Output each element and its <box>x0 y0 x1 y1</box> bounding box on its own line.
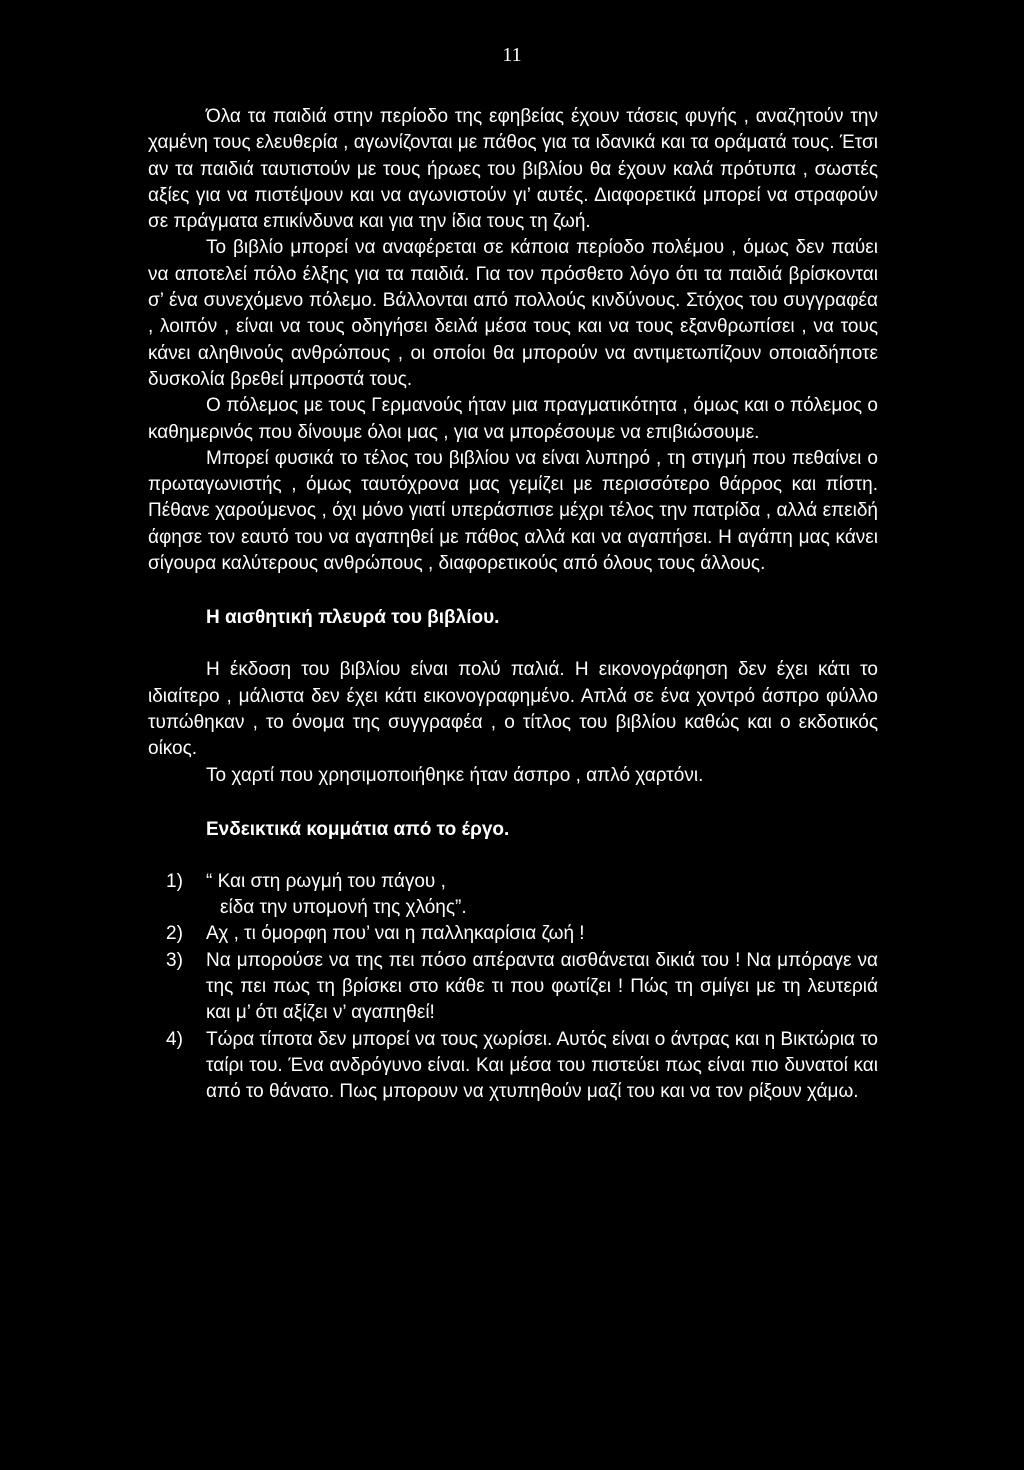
heading-aesthetic: Η αισθητική πλευρά του βιβλίου. <box>206 607 500 629</box>
paragraph-teen-escape: Όλα τα παιδιά στην περίοδο της εφηβείας έχουν τάσεις φυγής , αναζητούν την χαμένη τους ελευθερία , αγωνίζονται με πάθος για τα ιδανικά και τα οράματά τους. Έτσι αν τα παιδιά ταυτιστούν με τους ήρωες του βιβλίου θα έχουν καλά πρότυπα , σωστές αξίες για να πιστέψουν και να αγωνιστούν γι’ αυτές. Διαφορετικά μπορεί να στραφούν σε πράγματα επικίνδυνα και για την ίδια τους τη ζωή. <box>148 106 878 233</box>
list-item <box>148 921 878 947</box>
page-content <box>148 104 878 1106</box>
list-item <box>148 1027 878 1106</box>
list-item-number: 2) <box>166 923 183 945</box>
paragraph-paper: Το χαρτί που χρησιμοποιήθηκε ήταν άσπρο , απλό χαρτόνι. <box>206 764 704 786</box>
paragraph-war-germans: Ο πόλεμος με τους Γερμανούς ήταν μια πραγματικότητα , όμως και ο πόλεμος ο καθημερινός που δίνουμε όλοι μας , για να μπορέσουμε να επιβιώσουμε. <box>148 395 878 443</box>
list-item-number: 3) <box>166 949 183 971</box>
excerpt-line: είδα την υπομονή της χλόης”. <box>220 897 467 919</box>
heading-excerpts: Ενδεικτικά κομμάτια από το έργο. <box>206 818 510 840</box>
excerpt-line: “ Και στη ρωγμή του πάγου , <box>206 870 446 892</box>
paragraph-war-period: Το βιβλίο μπορεί να αναφέρεται σε κάποια περίοδο πολέμου , όμως δεν παύει να αποτελεί πόλο έλξης για τα παιδιά. Για τον πρόσθετο λόγο ότι τα παιδιά βρίσκονται σ’ ένα συνεχόμενο πόλεμο. Βάλλονται από πολλούς κινδύνους. Στόχος του συγγραφέα , λοιπόν , είναι να τους οδηγήσει δειλά μέσα τους και να τους εξανθρωπίσει , να τους κάνει αληθινούς ανθρώπους , οι οποίοι θα μπορούν να αντιμετωπίζουν οποιαδήποτε δυσκολία βρεθεί μπροστά τους. <box>148 237 878 390</box>
page-number: 11 <box>502 44 522 66</box>
paragraph-edition: Η έκδοση του βιβλίου είναι πολύ παλιά. Η εικονογράφηση δεν έχει κάτι το ιδιαίτερο , μάλιστα δεν έχει κάτι εικονογραφημένο. Απλά σε ένα χοντρό άσπρο φύλλο τυπώθηκαν , το όνομα της συγγραφέα , ο τίτλος του βιβλίου καθώς και ο εκδοτικός οίκος. <box>148 659 878 760</box>
list-item-number: 1) <box>166 870 183 892</box>
list-item <box>148 869 878 922</box>
excerpts-list <box>148 869 878 1106</box>
list-item <box>148 948 878 1027</box>
excerpt-text: Αχ , τι όμορφη που’ ναι η παλληκαρίσια ζωή ! <box>206 923 585 945</box>
excerpt-text: Τώρα τίποτα δεν μπορεί να τους χωρίσει. Αυτός είναι ο άντρας και η Βικτώρια το ταίρι του. Ένα ανδρόγυνο είναι. Και μέσα του πιστεύει πως είναι πιο δυνατοί και από το θάνατο. Πως μπορουν να χτυπηθούν μαζί του και να τον ρίξουν χάμω. <box>206 1028 878 1103</box>
list-item-number: 4) <box>166 1028 183 1050</box>
excerpt-text: Να μπορούσε να της πει πόσο απέραντα αισθάνεται δικιά του ! Να μπόραγε να της πει πως τη βρίσκει στο κάθε τι που φωτίζει ! Πώς τη σμίγει με τη λευτεριά και μ’ ότι αξίζει ν’ αγαπηθεί! <box>206 949 878 1024</box>
paragraph-ending: Μπορεί φυσικά το τέλος του βιβλίου να είναι λυπηρό , τη στιγμή που πεθαίνει ο πρωταγωνιστής , όμως ταυτόχρονα μας γεμίζει με περισσότερο θάρρος και πίστη. Πέθανε χαρούμενος , όχι μόνο γιατί υπεράσπισε μέχρι τέλος την πατρίδα , αλλά επειδή άφησε τον εαυτό του να αγαπηθεί με πάθος αλλά και να αγαπήσει. Η αγάπη μας κάνει σίγουρα καλύτερους ανθρώπους , διαφορετικούς από όλους τους άλλους. <box>148 447 878 575</box>
